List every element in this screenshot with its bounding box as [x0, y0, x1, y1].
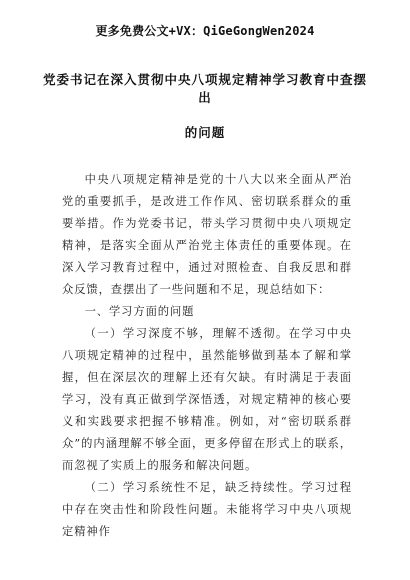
body-paragraph: （二）学习系统性不足，缺乏持续性。学习过程中存在突击性和阶段性问题。未能将学习中央八项规定精神作: [62, 481, 352, 538]
document-title-line-1: 党委书记在深入贯彻中央八项规定精神学习教育中查摆出: [42, 72, 367, 105]
section-heading: 一、学习方面的问题: [84, 305, 195, 318]
body-paragraph: （一）学习深度不够，理解不透彻。在学习中央八项规定精神的过程中，虽然能够做到基本了解和掌握，但在深层次的理解上还有欠缺。有时满足于表面学习，没有真正做到学深悟透，对规定精神的核心要义和实践要求把握不够精准。例如，对“密切联系群众”的内涵理解不够全面，更多停留在形式上的联系，而忽视了实质上的服务和解决问题。: [62, 327, 352, 472]
watermark-header: 更多免费公文+VX：QiGeGongWen2024: [95, 24, 315, 38]
document-body: [62, 169, 352, 543]
intro-paragraph: 中央八项规定精神是党的十八大以来全面从严治党的重要抓手，是改进工作作风、密切联系群众的重要举措。作为党委书记，带头学习贯彻中央八项规定精神，是落实全面从严治党主体责任的重要体现。在深入学习教育过程中，通过对照检查、自我反思和群众反馈，查摆出了一些问题和不足，现总结如下：: [62, 173, 352, 296]
document-title-line-2: 的问题: [184, 125, 226, 140]
